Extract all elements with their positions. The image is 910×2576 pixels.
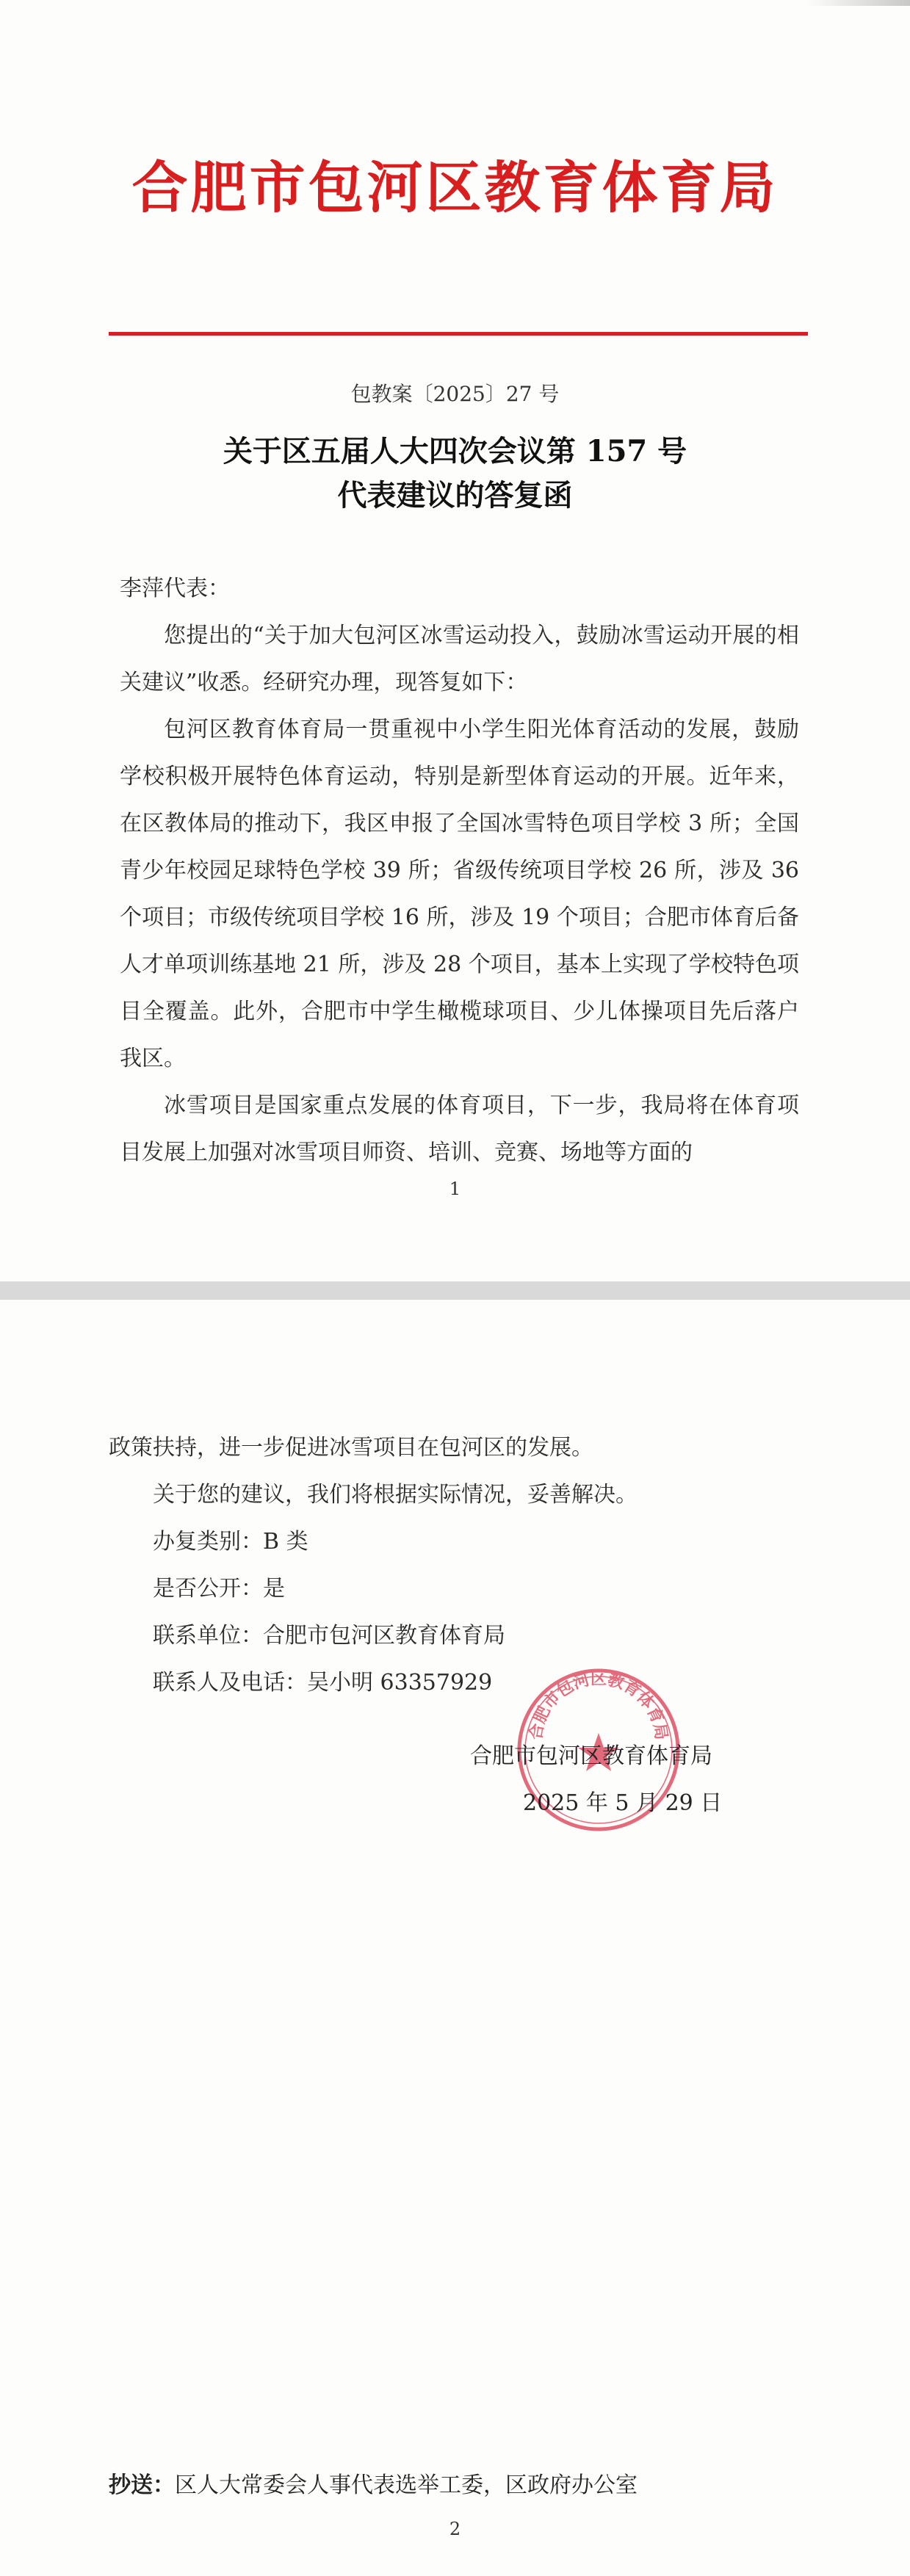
cc-line bbox=[109, 2471, 808, 2500]
salutation: 李萍代表： bbox=[120, 576, 230, 601]
page-number: 2 bbox=[449, 2519, 461, 2539]
page-1-body bbox=[120, 565, 799, 1176]
cc-label: 抄送： bbox=[109, 2472, 175, 2498]
paragraph-2: 包河区教育体育局一贯重视中小学生阳光体育活动的发展，鼓励学校积极开展特色体育运动，特别是新型体育运动的开展。近年来，在区教体局的推动下，我区申报了全国冰雪特色项目学校 3 所；全国青少年校园足球特色学校 39 所；省级传统项目学校 26 所，涉及 36 个项目；市级传统项目学校 16 所，涉及 19 个项目；合肥市体育后备人才单项训练基地 21 所，涉及 28 个项目，基本上实现了学校特色项目全覆盖。此外，合肥市中学生橄榄球项目、少儿体操项目先后落户我区。 bbox=[120, 717, 799, 1071]
signing-date: 2025 年 5 月 29 日 bbox=[523, 1790, 723, 1816]
disclosure-status: 是否公开：是 bbox=[153, 1576, 285, 1602]
closing-text: 关于您的建议，我们将根据实际情况，妥善解决。 bbox=[153, 1482, 638, 1508]
seal-arc-text: 合肥市包河区教育体育局 bbox=[526, 1669, 671, 1742]
continuation-text: 政策扶持，进一步促进冰雪项目在包河区的发展。 bbox=[109, 1435, 593, 1461]
contact-unit: 联系单位：合肥市包河区教育体育局 bbox=[153, 1623, 505, 1649]
page-2-body bbox=[109, 1425, 799, 1707]
paragraph-3: 冰雪项目是国家重点发展的体育项目，下一步，我局将在体育项目发展上加强对冰雪项目师资、培训、竞赛、场地等方面的 bbox=[120, 1093, 799, 1165]
signature-block bbox=[455, 1733, 764, 1827]
reply-category: 办复类别：B 类 bbox=[153, 1529, 308, 1555]
svg-text:合肥市包河区教育体育局 bbox=[526, 1670, 671, 1742]
title-line-1: 关于区五届人大四次会议第 157 号 bbox=[223, 434, 687, 468]
page-1 bbox=[0, 0, 910, 1281]
scan-smudge bbox=[807, 0, 910, 6]
cc-recipients: 区人大常委会人事代表选举工委，区政府办公室 bbox=[175, 2472, 638, 2498]
paragraph-1: 您提出的“关于加大包河区冰雪运动投入，鼓励冰雪运动开展的相关建议”收悉。经研究办理，现答复如下： bbox=[120, 623, 799, 695]
contact-person-phone: 联系人及电话：吴小明 63357929 bbox=[153, 1670, 493, 1696]
signing-organization: 合肥市包河区教育体育局 bbox=[470, 1743, 712, 1769]
title-line-2: 代表建议的答复函 bbox=[337, 478, 573, 513]
header-red-rule bbox=[109, 332, 808, 336]
agency-header-title: 合肥市包河区教育体育局 bbox=[131, 155, 779, 220]
page-number: 1 bbox=[449, 1179, 461, 1199]
document-title bbox=[0, 430, 910, 518]
page-2 bbox=[0, 1300, 910, 2576]
document-number: 包教案〔2025〕27 号 bbox=[350, 382, 560, 406]
